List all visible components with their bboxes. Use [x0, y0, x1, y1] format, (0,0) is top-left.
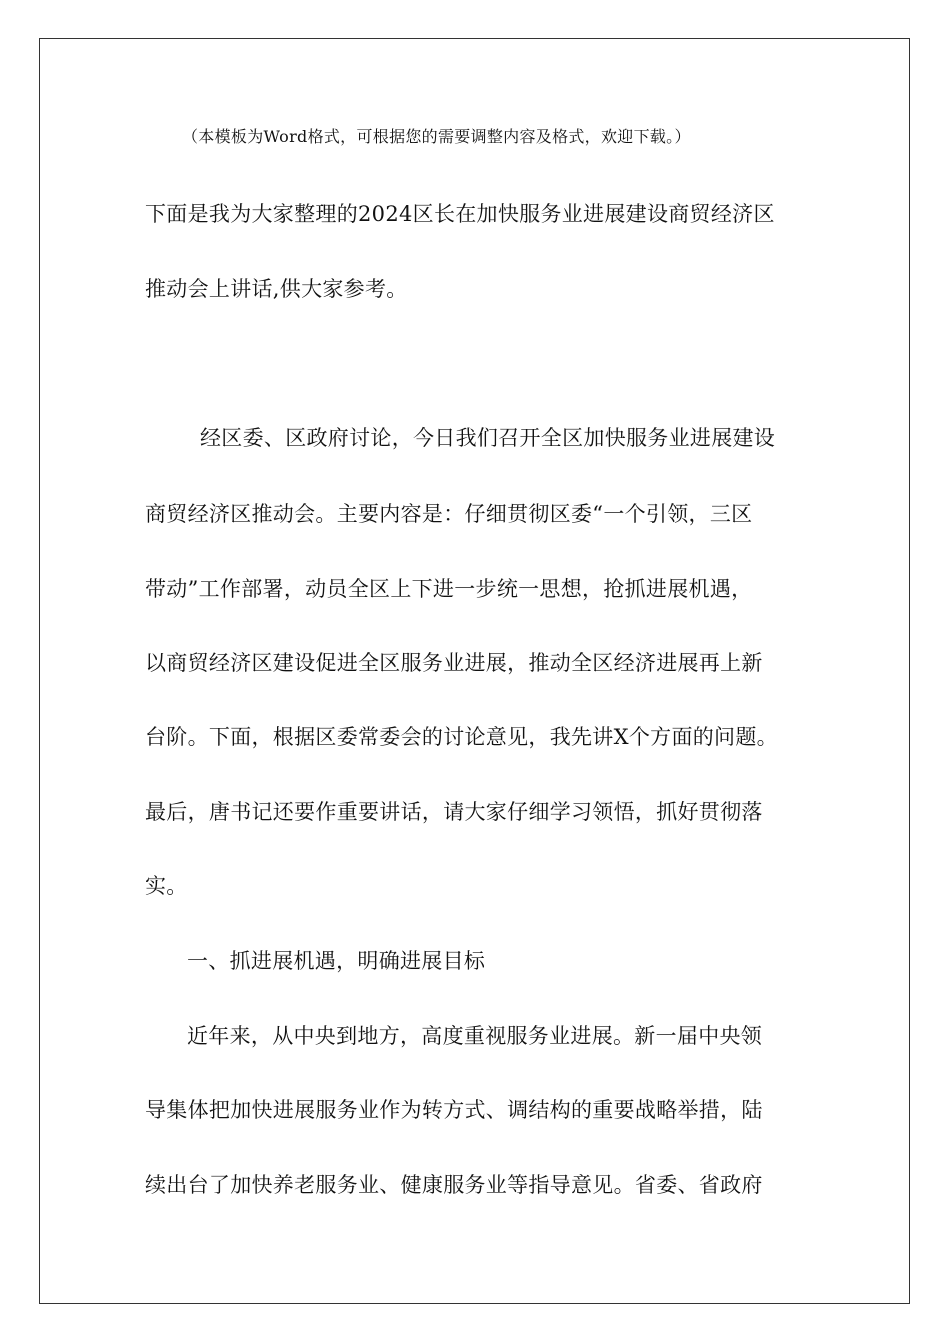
paragraph-1-line-4: 以商贸经济区建设促进全区服务业进展，推动全区经济进展再上新	[145, 651, 763, 675]
section-heading: 一、抓进展机遇，明确进展目标	[187, 949, 486, 973]
intro-line-1: 下面是我为大家整理的2024区长在加快服务业进展建设商贸经济区	[145, 202, 775, 226]
paragraph-1-line-3: 带动”工作部署，动员全区上下进一步统一思想，抢抓进展机遇，	[145, 577, 753, 601]
paragraph-2-line-3: 续出台了加快养老服务业、健康服务业等指导意见。省委、省政府	[145, 1173, 763, 1197]
paragraph-1-line-2: 商贸经济区推动会。主要内容是：仔细贯彻区委“一个引领，三区	[145, 502, 753, 526]
paragraph-2-line-1: 近年来，从中央到地方，高度重视服务业进展。新一届中央领	[187, 1024, 763, 1048]
paragraph-1-line-5: 台阶。下面，根据区委常委会的讨论意见，我先讲X个方面的问题。	[145, 725, 778, 749]
paragraph-1-line-1: 经区委、区政府讨论，今日我们召开全区加快服务业进展建设	[200, 426, 776, 450]
paragraph-2-line-2: 导集体把加快进展服务业作为转方式、调结构的重要战略举措，陆	[145, 1098, 763, 1122]
intro-line-2: 推动会上讲话,供大家参考。	[145, 277, 408, 301]
template-note: （本模板为Word格式，可根据您的需要调整内容及格式，欢迎下载。）	[182, 127, 691, 146]
paragraph-1-line-6: 最后，唐书记还要作重要讲话，请大家仔细学习领悟，抓好贯彻落	[145, 800, 763, 824]
paragraph-1-line-7: 实。	[145, 874, 188, 898]
